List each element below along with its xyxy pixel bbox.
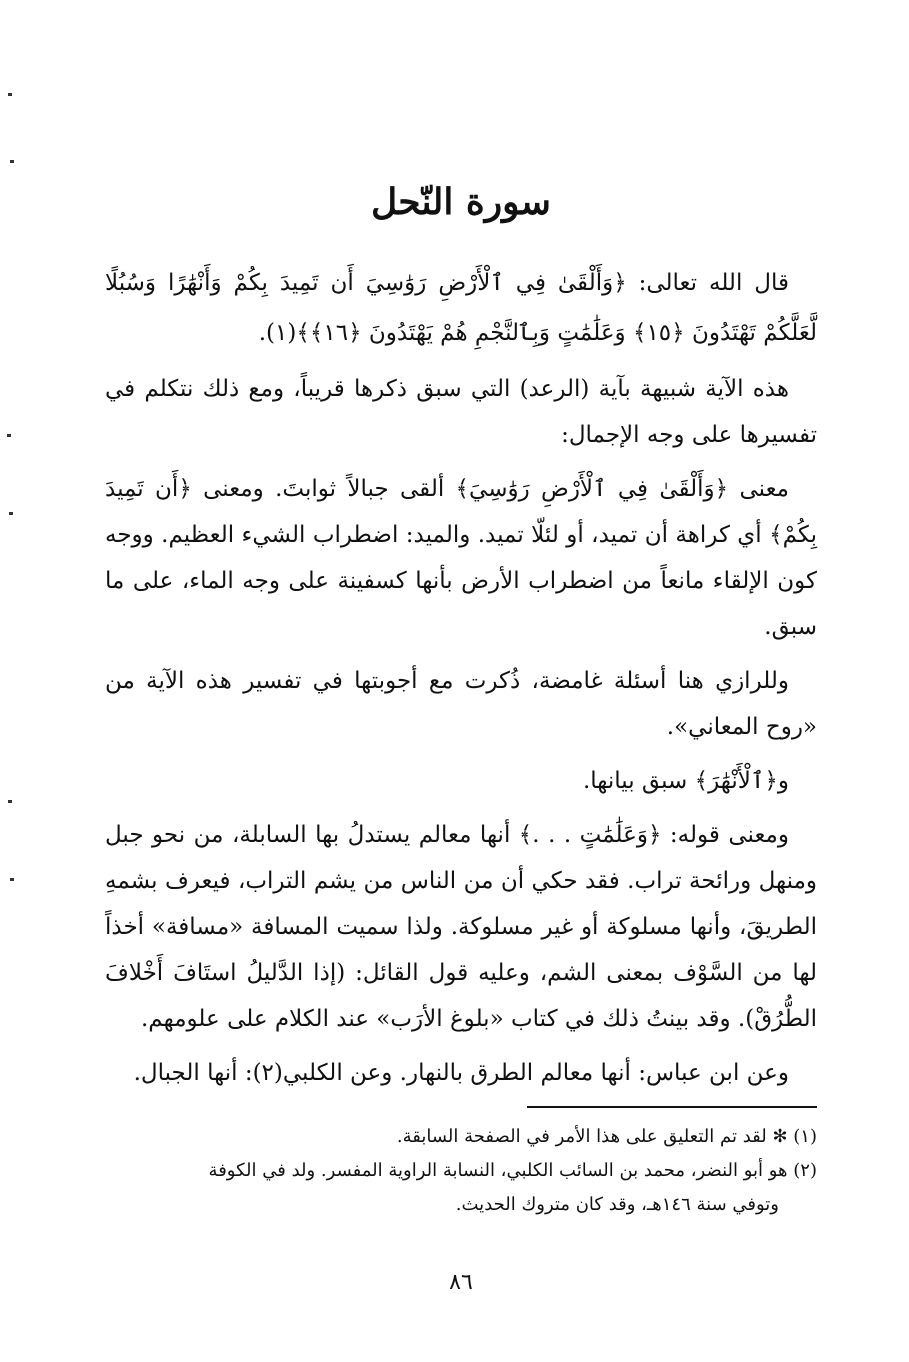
footnote-divider <box>527 1106 817 1108</box>
paragraph-razi: وللرازي هنا أسئلة غامضة، ذُكرت مع أجوبتها في تفسير هذه الآية من «روح المعاني». <box>105 668 817 740</box>
scan-speck <box>10 160 14 163</box>
scan-speck <box>9 512 13 515</box>
footnote-2: (٢) هو أبو النضر، محمد بن السائب الكلبي، النسابة الراوية المفسر. ولد في الكوفة <box>208 1160 817 1181</box>
paragraph-intro: هذه الآية شبيهة بآية (الرعد) التي سبق ذكرها قريباً، ومع ذلك نتكلم في تفسيرها على وجه الإجمال: <box>105 376 817 448</box>
surah-title: سورة النّحل <box>371 181 551 223</box>
page-number: ٨٦ <box>449 1270 473 1295</box>
scan-speck <box>8 93 12 96</box>
footnotes <box>105 1120 817 1222</box>
commentary-body <box>105 258 817 1104</box>
paragraph-meaning: معنى ﴿وَأَلْقَىٰ فِي ٱلْأَرْضِ رَوَٰسِيَ﴾ ألقى جبالاً ثوابتَ. ومعنى ﴿أَن تَمِيدَ بِكُمْ﴾ أي كراهة أن تميد، أو لئلّا تميد. والميد: اضطراب الشيء العظيم. ووجه كون الإلقاء مانعاً من اضطراب الأرض بأنها كسفينة على وجه الماء، على ما سبق. <box>105 476 817 640</box>
scan-speck <box>8 800 12 803</box>
footnote-1: (١) ✻ لقد تم التعليق على هذا الأمر في الصفحة السابقة. <box>396 1126 817 1147</box>
scan-speck <box>10 878 14 881</box>
paragraph-signs: ومعنى قوله: ﴿وَعَلَٰمَٰتٍ . . .﴾ أنها معالم يستدلُ بها السابلة، من نحو جبل ومنهل ورائحة تراب. فقد حكي أن من الناس من يشم التراب، فيعرف بشمهِ الطريقَ، وأنها مسلوكة أو غير مسلوكة. ولذا سميت المسافة «مسافة» أخذاً لها من السَّوْف بمعنى الشم، وعليه قول القائل: (إذا الدَّليلُ استَافَ أَخْلافَ الطُّرُقْ). وقد بينتُ ذلك في كتاب «بلوغ الأرَب» عند الكلام على علومهم. <box>105 822 817 1032</box>
paragraph-rivers: و﴿ٱلْأَنْهَٰرَ﴾ سبق بيانها. <box>582 768 789 794</box>
book-page <box>105 0 817 1362</box>
scan-speck <box>7 434 11 437</box>
footnote-2-continued: وتوفي سنة ١٤٦هـ، وقد كان متروك الحديث. <box>455 1194 779 1215</box>
paragraph-verse: قال الله تعالى: ﴿وَأَلْقَىٰ فِي ٱلْأَرْضِ رَوَٰسِيَ أَن تَمِيدَ بِكُمْ وَأَنْهَٰرًا وَسُبُلًا لَّعَلَّكُمْ تَهْتَدُونَ ﴿١٥﴾ وَعَلَٰمَٰتٍ وَبِٱلنَّجْمِ هُمْ يَهْتَدُونَ ﴿١٦﴾﴾(١). <box>105 270 817 346</box>
paragraph-ibn-abbas: وعن ابن عباس: أنها معالم الطرق بالنهار. وعن الكلبي(٢): أنها الجبال. <box>133 1060 789 1086</box>
